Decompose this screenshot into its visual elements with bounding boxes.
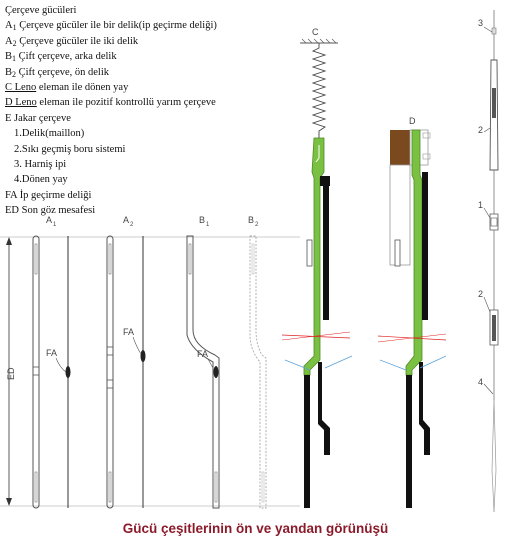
label-4: 4 — [478, 377, 484, 387]
legend-e3: 3. Harniş ipi — [14, 159, 67, 171]
label-b1-sub: 1 — [206, 222, 210, 228]
label-b2: B — [248, 215, 255, 225]
label-fa-a1: FA — [46, 348, 58, 358]
heddle-b2 — [248, 215, 266, 508]
legend-e1: 1.Delik(maillon) — [14, 128, 85, 140]
label-2-top: 2 — [478, 125, 484, 135]
label-a1-sub: 1 — [53, 222, 57, 228]
heddle-a2 — [107, 215, 146, 508]
jacquard-heddle — [478, 10, 498, 512]
label-1: 1 — [478, 200, 484, 210]
label-fa-a2: FA — [123, 327, 135, 337]
label-d: D — [409, 116, 416, 126]
legend-title: Çerçeve gücüleri — [5, 5, 77, 16]
legend-b2: B2 Çift çerçeve, ön delik — [5, 66, 110, 79]
label-a2-sub: 2 — [130, 222, 134, 228]
legend-ed: ED Son göz mesafesi — [5, 205, 96, 217]
label-c: C — [312, 27, 319, 37]
caption: Gücü çeşitlerinin ön ve yandan görünüşü — [122, 521, 389, 536]
heddle-b1 — [187, 215, 219, 508]
ed-label: ED — [6, 367, 16, 380]
label-b2-sub: 2 — [255, 222, 259, 228]
legend-b1: B1 Çift çerçeve, arka delik — [5, 51, 117, 64]
label-b1: B — [199, 215, 206, 225]
legend-a2: A2 Çerçeve gücüler ile iki delik — [5, 35, 139, 48]
label-a2: A — [123, 215, 130, 225]
legend-a1: A1 Çerçeve gücüler ile bir delik(ip geçirme deliği) — [5, 20, 217, 33]
leno-d — [378, 116, 446, 508]
label-2-bottom: 2 — [478, 289, 484, 299]
leno-c — [282, 27, 352, 508]
label-fa-b1: FA — [197, 349, 209, 359]
heddle-a1 — [33, 215, 71, 508]
legend-c: C Leno eleman ile dönen yay — [5, 82, 129, 94]
label-3: 3 — [478, 18, 484, 28]
ed-dimension — [0, 237, 300, 506]
legend-d: D Leno eleman ile pozitif kontrollü yarım çerçeve — [5, 97, 216, 109]
legend-e4: 4.Dönen yay — [14, 174, 68, 186]
legend-e2: 2.Sıkı geçmiş boru sistemi — [14, 143, 126, 155]
legend-fa: FA İp geçirme deliği — [5, 189, 92, 201]
legend-e: E Jakar çerçeve — [5, 112, 71, 124]
label-a1: A — [46, 215, 53, 225]
